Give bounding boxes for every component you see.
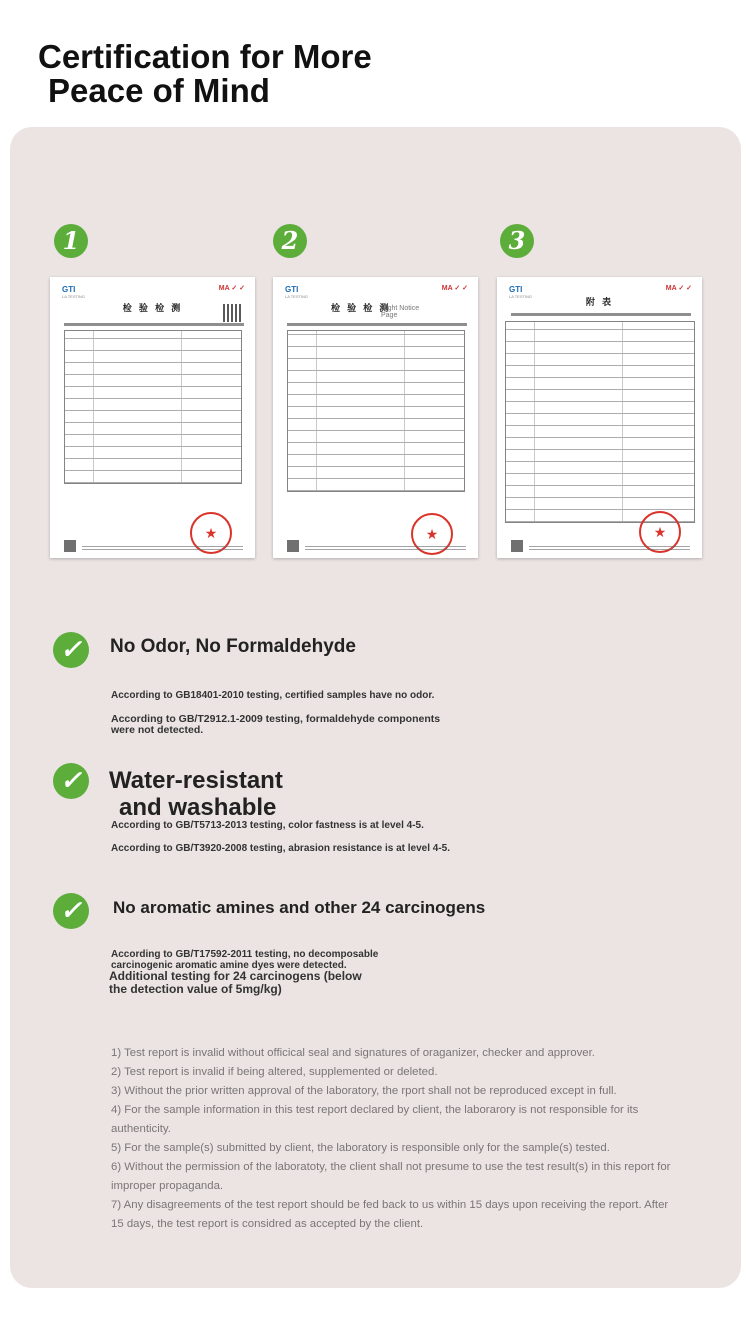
footer-qr-icon xyxy=(287,540,299,552)
note-item: 4) For the sample information in this test report declared by client, the laborarory is not responsible for its authenticity. xyxy=(111,1104,639,1135)
report-table xyxy=(505,321,695,523)
accreditation-marks: MA ✓ ✓ xyxy=(665,285,692,292)
feature-title-water-line1: Water-resistant xyxy=(109,767,283,794)
note-item: 3) Without the prior written approval of the laboratory, the rport shall not be reproduced except in full. xyxy=(111,1085,617,1097)
note-item: 5) For the sample(s) submitted by client, the laboratory is responsible only for the sample(s) tested. xyxy=(111,1142,610,1154)
test-report-document-2 xyxy=(273,277,478,558)
feature-text-carcinogens-1: According to GB/T17592-2011 testing, no decomposable carcinogenic aromatic amine dyes were detected. xyxy=(111,949,379,971)
test-report-notes xyxy=(111,1044,671,1234)
report-number-line xyxy=(287,323,467,326)
number-badge-3: 3 xyxy=(500,224,534,258)
note-item: 2) Test report is invalid if being altered, supplemented or deleted. xyxy=(111,1066,438,1078)
test-report-document-1 xyxy=(50,277,255,558)
official-seal-icon: ★ xyxy=(190,512,232,554)
page-title-line2: Peace of Mind xyxy=(48,72,270,109)
document-title: 附 表 xyxy=(585,298,614,308)
lab-logo: GTI LA TESTING xyxy=(285,285,309,299)
page-title xyxy=(38,40,372,108)
right-notice-label: Right Notice Page xyxy=(381,305,420,319)
accreditation-marks: MA ✓ ✓ xyxy=(218,285,245,292)
feature-title-odor: No Odor, No Formaldehyde xyxy=(110,636,356,657)
footer-text-lines xyxy=(529,544,690,550)
feature-text-water-1: According to GB/T5713-2013 testing, color fastness is at level 4-5. xyxy=(111,820,424,831)
feature-text-carcinogens-2: Additional testing for 24 carcinogens (below the detection value of 5mg/kg) xyxy=(109,969,362,996)
number-badge-2: 2 xyxy=(273,224,307,258)
note-item: 1) Test report is invalid without officical seal and signatures of oraganizer, checker and approver. xyxy=(111,1047,595,1059)
report-number-line xyxy=(511,313,691,316)
page-title-line1: Certification for More xyxy=(38,38,372,75)
official-seal-icon: ★ xyxy=(411,513,453,555)
note-item: 6) Without the permission of the laboratoty, the client shall not presume to use the test result(s) in this report for improper propaganda. xyxy=(111,1161,671,1192)
document-title: 检 验 检 测 xyxy=(122,304,183,314)
feature-title-water xyxy=(109,767,283,821)
document-title: 检 验 检 测 xyxy=(331,304,391,314)
feature-text-odor-1: According to GB18401-2010 testing, certified samples have no odor. xyxy=(111,690,435,701)
feature-title-carcinogens: No aromatic amines and other 24 carcinogens xyxy=(113,898,486,917)
accreditation-marks: MA ✓ ✓ xyxy=(441,285,468,292)
check-icon: ✓ xyxy=(53,893,89,929)
report-number-line xyxy=(64,323,244,326)
footer-text-lines xyxy=(305,544,466,550)
lab-logo: GTI LA TESTING xyxy=(509,285,533,299)
footer-text-lines xyxy=(82,544,243,550)
report-table xyxy=(64,330,242,484)
lab-logo: GTI LA TESTING xyxy=(62,285,86,299)
check-icon: ✓ xyxy=(53,763,89,799)
footer-qr-icon xyxy=(64,540,76,552)
feature-title-water-line2: and washable xyxy=(119,794,277,821)
check-icon: ✓ xyxy=(53,632,89,668)
feature-text-water-2: According to GB/T3920-2008 testing, abrasion resistance is at level 4-5. xyxy=(111,843,451,854)
report-table xyxy=(287,330,465,492)
number-badge-1: 1 xyxy=(54,224,88,258)
feature-text-odor-2: According to GB/T2912.1-2009 testing, formaldehyde components were not detected. xyxy=(111,713,441,736)
qr-code-icon xyxy=(223,304,241,322)
test-report-document-3 xyxy=(497,277,702,558)
official-seal-icon: ★ xyxy=(639,511,681,553)
footer-qr-icon xyxy=(511,540,523,552)
note-item: 7) Any disagreements of the test report should be fed back to us within 15 days upon receiving the report. After 15 days, the test report is considred as accepted by the client. xyxy=(111,1199,669,1230)
